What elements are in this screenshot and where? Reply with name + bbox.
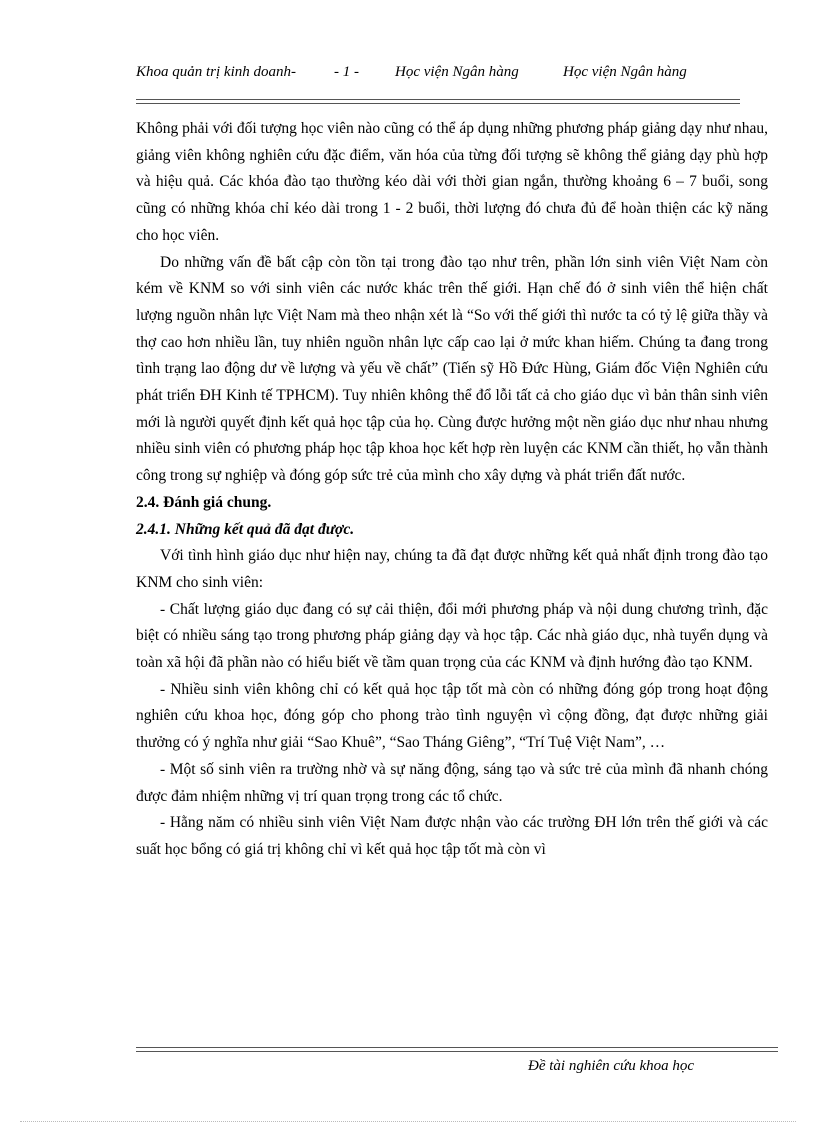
- header-institution: Học viện Ngân hàng: [395, 64, 519, 80]
- header-department: Khoa quản trị kinh doanh-: [136, 64, 296, 80]
- footer-rule: [136, 1047, 778, 1052]
- header-institution-repeat: Học viện Ngân hàng: [563, 64, 687, 80]
- list-item: - Hằng năm có nhiều sinh viên Việt Nam được nhận vào các trường ĐH lớn trên thế giới và các suất học bổng có giá trị không chỉ vì kết quả học tập tốt mà còn vì: [136, 814, 768, 858]
- header-page-number: - 1 -: [334, 64, 359, 80]
- page-footer: Đề tài nghiên cứu khoa học: [528, 1058, 695, 1074]
- list-item: - Chất lượng giáo dục đang có sự cải thiện, đổi mới phương pháp và nội dung chương trình, đặc biệt có nhiều sáng tạo trong phương pháp giảng dạy và học tập. Các nhà giáo dục, nhà tuyển dụng và toàn xã hội đã phần nào có hiểu biết về tầm quan trọng của các KNM và định hướng đào tạo KNM.: [136, 600, 768, 672]
- list-item: - Một số sinh viên ra trường nhờ và sự năng động, sáng tạo và sức trẻ của mình đã nhanh chóng được đảm nhiệm những vị trí quan trọng trong các tổ chức.: [136, 760, 768, 805]
- document-body: [136, 116, 768, 864]
- subsection-heading: 2.4.1. Những kết quả đã đạt được.: [136, 520, 355, 538]
- header-rule: [136, 99, 740, 104]
- list-item: - Nhiều sinh viên không chỉ có kết quả học tập tốt mà còn có những đóng góp trong hoạt động nghiên cứu khoa học, đóng góp cho phong trào tình nguyện vì cộng đồng, đạt được những giải thưởng có ý nghĩa như giải “Sao Khuê”, “Sao Tháng Giêng”, “Trí Tuệ Việt Nam”, …: [136, 680, 768, 752]
- paragraph: Không phải với đối tượng học viên nào cũng có thể áp dụng những phương pháp giảng dạy như nhau, giảng viên không nghiên cứu đặc điểm, văn hóa của từng đối tượng sẽ không thể giảng dạy phù hợp và hiệu quả. Các khóa đào tạo thường kéo dài với thời gian ngắn, thường khoảng 6 – 7 buổi, song cũng có những khóa chỉ kéo dài trong 1 - 2 buổi, thời lượng đó chưa đủ để hoàn thiện các kỹ năng cho học viên.: [136, 120, 768, 244]
- paragraph: Do những vấn đề bất cập còn tồn tại trong đào tạo như trên, phần lớn sinh viên Việt Nam còn kém về KNM so với sinh viên các nước khác trên thế giới. Hạn chế đó ở sinh viên thể hiện chất lượng nguồn nhân lực Việt Nam mà theo nhận xét là “So với thế giới thì nước ta có tỷ lệ giữa thầy và thợ cao hơn nhiều lần, tuy nhiên nguồn nhân lực cấp cao lại ở mức khan hiếm. Chúng ta đang trong tình trạng lao động dư về lượng và yếu về chất” (Tiến sỹ Hồ Đức Hùng, Giám đốc Viện Nghiên cứu phát triển ĐH Kinh tế TPHCM). Tuy nhiên không thể đổ lỗi tất cả cho giáo dục vì bản thân sinh viên mới là người quyết định kết quả học tập của họ. Cùng được hưởng một nền giáo dục như nhau nhưng nhiều sinh viên có phương pháp học tập khoa học kết hợp rèn luyện các KNM cần thiết, họ vẫn thành công trong sự nghiệp và đóng góp sức trẻ của mình cho xây dựng và phát triển đất nước.: [136, 253, 768, 485]
- paragraph: Với tình hình giáo dục như hiện nay, chúng ta đã đạt được những kết quả nhất định trong đào tạo KNM cho sinh viên:: [136, 547, 768, 591]
- page-header: [136, 64, 740, 86]
- page-edge-divider: [20, 1121, 796, 1122]
- section-heading: 2.4. Đánh giá chung.: [136, 493, 272, 511]
